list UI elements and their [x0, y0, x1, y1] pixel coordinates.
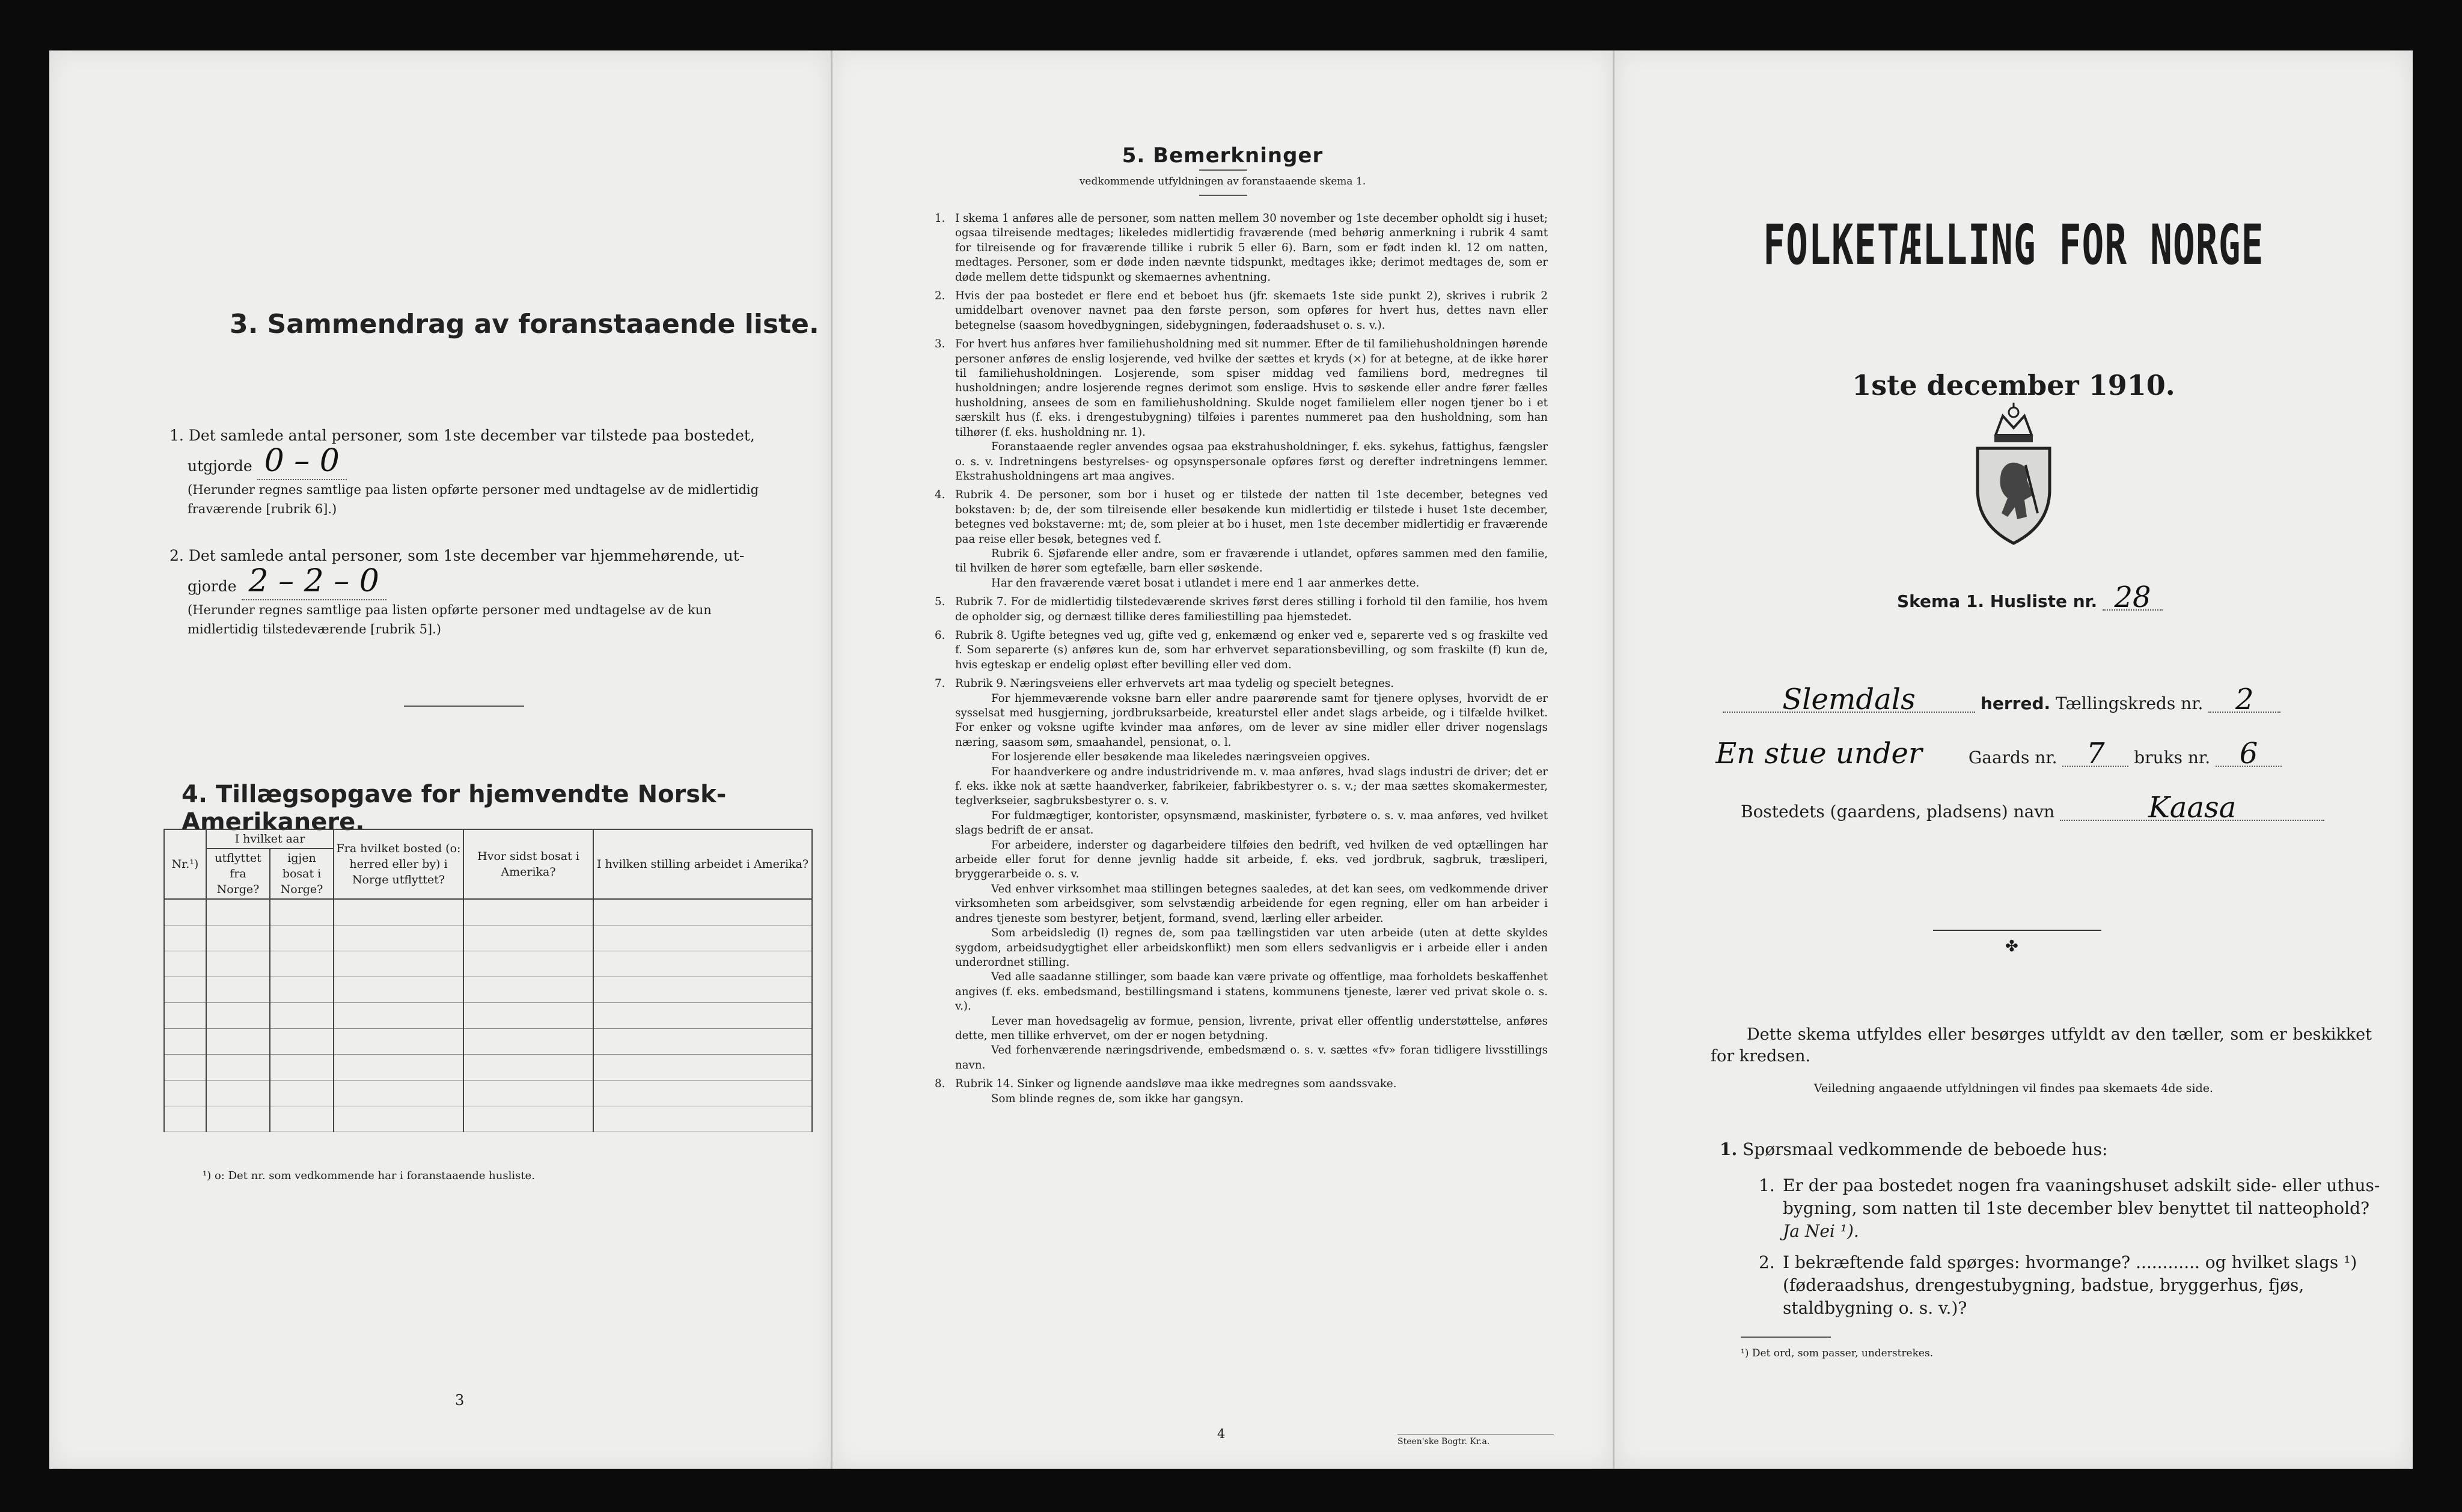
- right-page: [1614, 50, 2413, 1469]
- question-number: 2.: [1759, 1252, 1775, 1272]
- bruk-label: bruks nr.: [2134, 748, 2211, 767]
- item-text-cont: gjorde: [188, 578, 237, 595]
- remark-item: [935, 289, 1548, 333]
- table-row: [164, 1003, 812, 1029]
- remark-paragraph: For hvert hus anføres hver familiehusholdning med sit nummer. Efter de til familiehusholdningen hørende personer anføres de enslig losjerende, ved hvilke der sættes et kryds (×) for at betegne, at de ikke hører til familiehusholdningen. Losjerende, som spiser middag ved familiens bord, medregnes til husholdningen; andre losjerende regnes derimot som enslige. Hvis to søskende eller andre fører fælles husholdning, ansees de som en familiehusholdning. Skulde noget familielem eller nogen tjener bo i et særskilt hus (f. eks. i drengestubygning) tilføies i parentes nummeret paa den husholdning, som han tilhører (f. eks. husholdning nr. 1).: [955, 338, 1548, 439]
- divider: [1199, 169, 1247, 171]
- table-row: [164, 1081, 812, 1106]
- remark-paragraph: For fuldmægtiger, kontorister, opsynsmænd, maskinister, fyrbøtere o. s. v. maa anføres, ved hvilket slags bedrift de er ansat.: [955, 809, 1548, 837]
- norwegian-lion-crest-icon: [1960, 399, 2068, 549]
- cell: [334, 1029, 463, 1055]
- cell: [270, 1106, 334, 1132]
- cell: [164, 1081, 206, 1106]
- instructions-sub: Veiledning angaaende utfyldningen vil findes paa skemaets 4de side.: [1813, 1082, 2214, 1095]
- cell: [206, 1003, 270, 1029]
- cell: [463, 1055, 593, 1081]
- cell: [164, 951, 206, 977]
- remark-number: 2.: [935, 290, 945, 303]
- remark-paragraph: Som blinde regnes de, som ikke har gangsyn.: [991, 1092, 1244, 1105]
- cell: [593, 977, 812, 1003]
- schema-label: Skema 1. Husliste nr.: [1897, 591, 2098, 611]
- remark-paragraph: Rubrik 9. Næringsveiens eller erhvervets art maa tydelig og specielt betegnes.: [955, 677, 1394, 690]
- ornament-icon: ✤: [2005, 937, 2018, 956]
- cell: [334, 1055, 463, 1081]
- cell: [463, 1029, 593, 1055]
- divider: [1933, 930, 2101, 931]
- gaard-label: Gaards nr.: [1968, 748, 2057, 767]
- summary-note: (Herunder regnes samtlige paa listen opførte personer med undtagelse av de midlertidig fraværende [rubrik 6].): [188, 483, 759, 516]
- header-from-where: Fra hvilket bosted (o: herred eller by) i Norge utflyttet?: [334, 829, 463, 899]
- main-title: FOLKETÆLLING FOR NORGE: [1763, 213, 2264, 277]
- cell: [463, 1081, 593, 1106]
- remark-paragraph: For hjemmeværende voksne barn eller andre paarørende samt for tjenere oplyses, hvorvidt de er sysselsat med husgjerning, jordbruksarbeide, kreaturstel eller andet slags arbeide, og i tilfælde hvilket. For enker og voksne ugifte kvinder maa anføres, om de lever av sine midler eller driver nogenslags næring, saasom søm, smaahandel, pensionat, o. l.: [955, 692, 1548, 749]
- remark-item: [935, 337, 1548, 484]
- cell: [593, 1106, 812, 1132]
- divider: [1741, 1337, 1831, 1338]
- cell: [164, 1055, 206, 1081]
- husliste-number: 28: [2103, 585, 2163, 611]
- cell: [334, 899, 463, 925]
- bruk-number: 6: [2216, 742, 2282, 767]
- cell: [463, 977, 593, 1003]
- cell: [270, 925, 334, 951]
- remark-paragraph: Som arbeidsledig (l) regnes de, som paa tællingstiden var uten arbeide (uten at dette skyldes sygdom, arbeidsudygtighet eller arbeidskonflikt) men som ellers sedvanligvis er i arbeide eller i anden underordnet stilling.: [955, 927, 1548, 969]
- remark-paragraph: Rubrik 14. Sinker og lignende aandsløve maa ikke medregnes som aandssvake.: [955, 1078, 1397, 1091]
- addon-table: [163, 829, 813, 1132]
- cell: [593, 1081, 812, 1106]
- divider: [404, 706, 524, 707]
- cell: [164, 1106, 206, 1132]
- remark-paragraph: Ved enhver virksomhet maa stillingen betegnes saaledes, at det kan sees, om vedkommende driver virksomheten som arbeidsgiver, som selvstændig arbeidende for egen regning, eller om han arbeider i andres tjeneste som bestyrer, betjent, formand, svend, lærling eller arbeider.: [955, 882, 1548, 925]
- remark-paragraph: Har den fraværende været bosat i utlandet i mere end 1 aar anmerkes dette.: [991, 576, 1420, 590]
- gaard-field: [1675, 737, 2282, 770]
- question-heading-number: 1.: [1720, 1139, 1738, 1159]
- fill-line: [257, 443, 347, 480]
- remark-number: 7.: [935, 677, 945, 690]
- handwritten-prefix: En stue under: [1715, 737, 1922, 770]
- item-number: 1.: [170, 427, 184, 444]
- census-date: 1ste december 1910.: [1852, 369, 2175, 401]
- item-number: 2.: [170, 547, 184, 564]
- table-row: [164, 1029, 812, 1055]
- cell: [164, 925, 206, 951]
- handwritten-count: 0 – 0: [264, 443, 340, 479]
- bosted-label: Bostedets (gaardens, pladsens) navn: [1741, 802, 2055, 822]
- remark-item: [935, 1077, 1548, 1106]
- cell: [206, 1029, 270, 1055]
- question-number: 1.: [1759, 1175, 1775, 1195]
- cell: [206, 977, 270, 1003]
- cell: [334, 1081, 463, 1106]
- remarks-subtitle: vedkommende utfyldningen av foranstaaende skema 1.: [1079, 175, 1366, 187]
- remark-item: [935, 212, 1548, 285]
- middle-page: [831, 50, 1614, 1469]
- remark-item: [935, 488, 1548, 591]
- remark-paragraph: Ved alle saadanne stillinger, som baade kan være private og offentlige, maa forholdets beskaffenhet angives (f. eks. embedsmand, bestillingsmand i statens, kommunens tjeneste, lærer ved privat skole o. s. v.).: [955, 971, 1548, 1013]
- divider: [1199, 195, 1247, 196]
- cell: [270, 899, 334, 925]
- table-row: [164, 925, 812, 951]
- remark-paragraph: I skema 1 anføres alle de personer, som natten mellem 30 november og 1ste december opholdt sig i huset; ogsaa tilreisende medtages; likeledes midlertidig fraværende (med behørig anmerkning i rubrik 4 samt for tilreisende og for fraværende tillike i rubrik 5 eller 6). Barn, som er født inden kl. 12 om natten, medtages. Personer, som er døde inden nævnte tidspunkt, medtages ikke; derimot medtages de, som er døde mellem dette tidspunkt og skemaernes avhentning.: [955, 212, 1548, 284]
- cell: [206, 951, 270, 977]
- summary-item-2: [170, 543, 801, 639]
- remark-number: 6.: [935, 629, 945, 642]
- bosted-field: [1741, 791, 2324, 825]
- fill-line: [242, 563, 386, 600]
- remark-paragraph: Rubrik 4. De personer, som bor i huset og er tilstede der natten til 1ste december, betegnes ved bokstaven: b; de, der som tilreisende eller besøkende kun midlertidig er tilstede i huset 1ste december, betegnes ved bokstaverne: mt; de, som pleier at bo i huset, men 1ste december midlertidig er fraværende paa reise eller besøk, betegnes ved f.: [955, 489, 1548, 546]
- header-returned: igjen bosat i Norge?: [270, 849, 334, 899]
- remark-number: 5.: [935, 596, 945, 609]
- remark-paragraph: Ved forhenværende næringsdrivende, embedsmænd o. s. v. sættes «fv» foran tidligere livsstillings navn.: [955, 1044, 1548, 1072]
- cell: [593, 899, 812, 925]
- summary-item-1: [170, 423, 801, 519]
- remark-number: 8.: [935, 1078, 945, 1091]
- cell: [334, 1003, 463, 1029]
- page-number: 3: [455, 1392, 465, 1409]
- footnote: ¹) Det ord, som passer, understrekes.: [1741, 1347, 1934, 1359]
- remark-paragraph: For arbeidere, inderster og dagarbeidere tilføies den bedrift, ved hvilken de ved optællingen har arbeide eller forut for denne jevnlig hadde sit arbeide, f. eks. ved jordbruk, sagbruk, træsliperi, bryggerarbeide o. s. v.: [955, 838, 1548, 881]
- cell: [270, 1055, 334, 1081]
- cell: [270, 1029, 334, 1055]
- remark-number: 4.: [935, 489, 945, 502]
- header-emigrated: utflyttet fra Norge?: [206, 849, 270, 899]
- instructions: Dette skema utfyldes eller besørges utfyldt av den tæller, som er beskikket for kredsen.: [1711, 1025, 2372, 1065]
- remark-item: [935, 629, 1548, 672]
- header-nr: Nr.¹): [164, 829, 206, 899]
- remark-paragraph: Rubrik 7. For de midlertidig tilstedeværende skrives først deres stilling i forhold til den familie, hos hvem de opholder sig, og dernæst tillike deres familiestilling paa hjemstedet.: [955, 596, 1548, 623]
- table-row: [164, 977, 812, 1003]
- district-number: 2: [2208, 687, 2280, 713]
- cell: [164, 1029, 206, 1055]
- table-row: [164, 1055, 812, 1081]
- header-last-residence: Hvor sidst bosat i Amerika?: [463, 829, 593, 899]
- remark-item: [935, 677, 1548, 1073]
- cell: [206, 1106, 270, 1132]
- question-1: [1759, 1174, 2384, 1243]
- table-row: [164, 1106, 812, 1132]
- cell: [164, 899, 206, 925]
- cell: [270, 977, 334, 1003]
- table-row: [164, 899, 812, 925]
- item-text: Det samlede antal personer, som 1ste december var hjemmehørende, ut-: [188, 547, 745, 564]
- remark-paragraph: For haandverkere og andre industridrivende m. v. maa anføres, hvad slags industri de driver; det er f. eks. ikke nok at sætte haandverker, fabrikeier, fabrikbestyrer o. s. v.; der maa sættes skomakermester, teglverkseier, sagbruksbestyrer o. s. v.: [955, 765, 1548, 808]
- question-heading: [1720, 1138, 2107, 1161]
- herred-label: herred.: [1980, 694, 2051, 713]
- remarks-title: 5. Bemerkninger: [1122, 144, 1324, 168]
- remark-paragraph: Rubrik 6. Sjøfarende eller andre, som er fraværende i utlandet, opføres sammen med den familie, til hvilken de hører som egtefælle, barn eller søskende.: [955, 547, 1548, 575]
- summary-note: (Herunder regnes samtlige paa listen opførte personer med undtagelse av de kun midlertidig tilstedeværende [rubrik 5].): [188, 603, 712, 636]
- district-label: Tællingskreds nr.: [2056, 694, 2204, 713]
- cell: [270, 951, 334, 977]
- remark-number: 3.: [935, 338, 945, 351]
- header-position: I hvilken stilling arbeidet i Amerika?: [593, 829, 812, 899]
- cell: [270, 1081, 334, 1106]
- remark-paragraph: Hvis der paa bostedet er flere end et beboet hus (jfr. skemaets 1ste side punkt 2), skrives i rubrik 2 umiddelbart ovenover navnet paa den første person, som opføres for hvert hus, dettes navn eller betegnelse (saasom hovedbygningen, sidebygningen, føderaadshuset o. s. v.).: [955, 290, 1548, 332]
- cell: [463, 951, 593, 977]
- remark-item: [935, 595, 1548, 624]
- remark-paragraph: For losjerende eller besøkende maa likeledes næringsveien opgives.: [991, 751, 1370, 764]
- cell: [164, 977, 206, 1003]
- cell: [334, 925, 463, 951]
- item-text-cont: utgjorde: [188, 457, 252, 475]
- cell: [334, 951, 463, 977]
- herred-name: Slemdals: [1723, 687, 1975, 713]
- question-text: Er der paa bostedet nogen fra vaaningshuset adskilt side- eller uthus-bygning, som natten til 1ste december blev benyttet til natteophold?: [1783, 1175, 2380, 1218]
- cell: [206, 899, 270, 925]
- cell: [463, 1106, 593, 1132]
- cell: [206, 925, 270, 951]
- cell: [593, 951, 812, 977]
- addon-title: 4. Tillægsopgave for hjemvendte Norsk-Amerikanere.: [182, 781, 727, 836]
- question-text: I bekræftende fald spørges: hvormange? ............ og hvilket slags ¹) (føderaadshus, drengestubygning, badstue, bryggerhus, fjøs, staldbygning o. s. v.)?: [1783, 1252, 2357, 1318]
- remark-paragraph: Lever man hovedsagelig av formue, pension, livrente, privat eller offentlig understøttelse, anføres dette, men tillike erhvervet, om der er nogen betydning.: [955, 1014, 1548, 1042]
- handwritten-count: 2 – 2 – 0: [248, 563, 379, 599]
- cell: [206, 1081, 270, 1106]
- cell: [463, 899, 593, 925]
- remark-paragraph: Rubrik 8. Ugifte betegnes ved ug, gifte ved g, enkemænd og enker ved e, separerte ved s og fraskilte ved f. Som separerte (s) anføres kun de, som har erhvervet separationsbevilling, og som fraskilte (f) kun de, hvis egteskap er endelig opløst efter bevilling eller ved dom.: [955, 629, 1548, 671]
- header-year-group: I hvilket aar: [206, 829, 334, 849]
- question-answer: Ja Nei ¹).: [1783, 1221, 1859, 1241]
- cell: [463, 925, 593, 951]
- page-number: 4: [1217, 1427, 1226, 1441]
- cell: [593, 925, 812, 951]
- gaard-number: 7: [2062, 742, 2128, 767]
- remark-paragraph: Foranstaaende regler anvendes ogsaa paa ekstrahusholdninger, f. eks. sykehus, fattighus, fængsler o. s. v. Indretningens bestyrelses- og opsynspersonale opføres først og derefter indretningens lemmer. Ekstrahusholdningens art maa angives.: [955, 440, 1548, 483]
- cell: [334, 977, 463, 1003]
- cell: [463, 1003, 593, 1029]
- cell: [270, 1003, 334, 1029]
- summary-title: 3. Sammendrag av foranstaaende liste.: [230, 309, 819, 340]
- question-2: [1759, 1251, 2384, 1320]
- remarks-list: [935, 212, 1548, 1111]
- cell: [334, 1106, 463, 1132]
- remark-number: 1.: [935, 212, 945, 225]
- cell: [593, 1003, 812, 1029]
- schema-field: [1897, 581, 2163, 614]
- table-row: [164, 951, 812, 977]
- cell: [206, 1055, 270, 1081]
- bosted-name: Kaasa: [2060, 796, 2324, 821]
- item-text: Det samlede antal personer, som 1ste december var tilstede paa bostedet,: [188, 427, 755, 444]
- addon-footnote: ¹) o: Det nr. som vedkommende har i foranstaaende husliste.: [203, 1169, 535, 1182]
- cell: [593, 1029, 812, 1055]
- cell: [164, 1003, 206, 1029]
- left-page: [49, 50, 831, 1469]
- printer-imprint: Steen'ske Bogtr. Kr.a.: [1397, 1434, 1554, 1446]
- herred-field: [1723, 683, 2280, 716]
- question-heading-text: Spørsmaal vedkommende de beboede hus:: [1743, 1139, 2108, 1159]
- cell: [593, 1055, 812, 1081]
